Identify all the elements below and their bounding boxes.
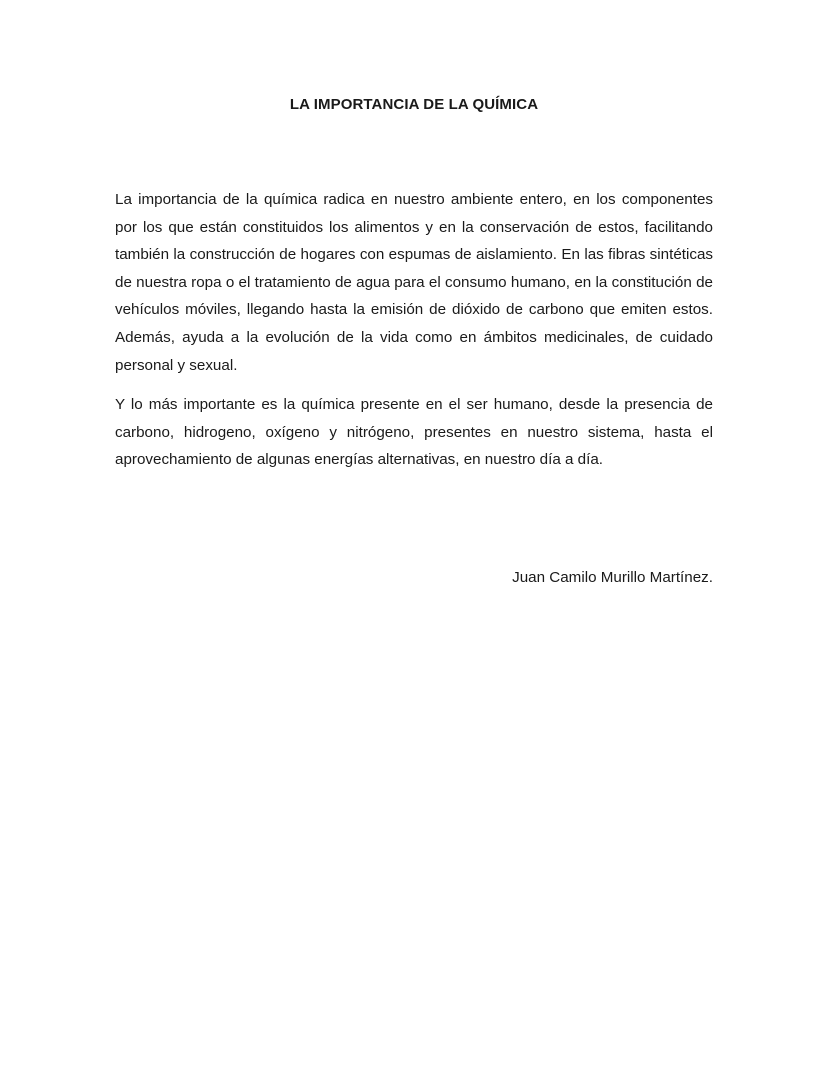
- paragraph-1: La importancia de la química radica en nuestro ambiente entero, en los componentes por los que están constituidos los alimentos y en la conservación de estos, facilitando también la construcción de hogares con espumas de aislamiento. En las fibras sintéticas de nuestra ropa o el tratamiento de agua para el consumo humano, en la constitución de vehículos móviles, llegando hasta la emisión de dióxido de carbono que emiten estos. Además, ayuda a la evolución de la vida como en ámbitos medicinales, de cuidado personal y sexual.: [115, 191, 713, 374]
- paragraph-2: Y lo más importante es la química presente en el ser humano, desde la presencia de carbono, hidrogeno, oxígeno y nitrógeno, presentes en nuestro sistema, hasta el aprovechamiento de algunas energías alternativas, en nuestro día a día.: [115, 396, 713, 469]
- document-title: LA IMPORTANCIA DE LA QUÍMICA: [289, 96, 539, 113]
- document-body: [115, 186, 713, 486]
- author-signature: Juan Camilo Murillo Martínez.: [512, 569, 713, 586]
